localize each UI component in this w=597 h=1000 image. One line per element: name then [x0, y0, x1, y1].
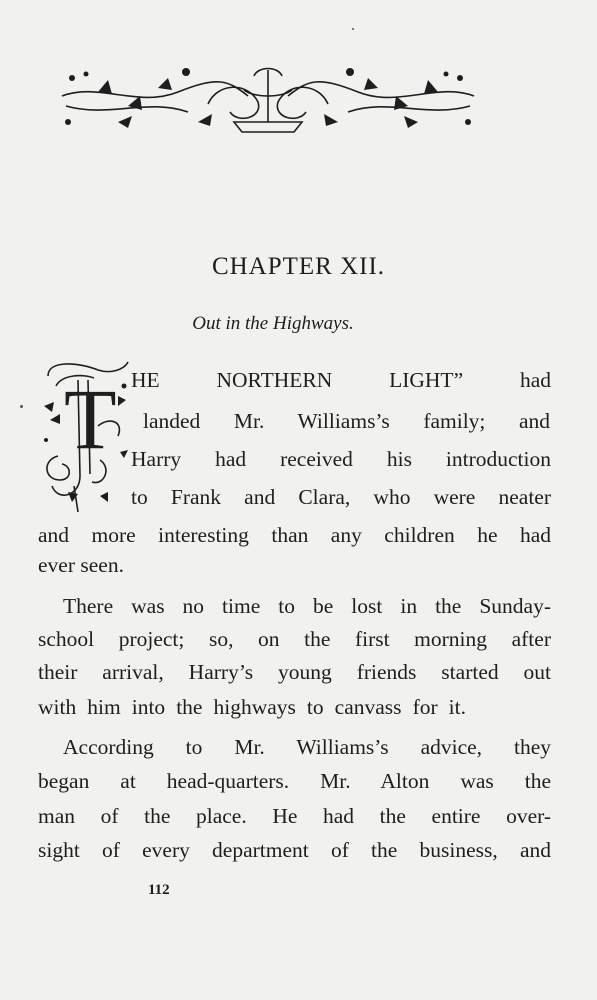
drop-cap-letter: T — [64, 371, 117, 467]
text-line-5: and more interesting than any children he had — [38, 523, 551, 547]
text-line-11: According to Mr. Williams’s advice, they — [63, 735, 551, 759]
text-line-6: ever seen. — [38, 553, 124, 577]
text-line-7: There was no time to be lost in the Sunday- — [63, 594, 551, 618]
page-number: 112 — [148, 882, 170, 898]
floral-scroll-ornament-icon — [58, 62, 478, 136]
text-line-12: began at head-quarters. Mr. Alton was the — [38, 769, 551, 793]
text-line-13: man of the place. He had the entire over- — [38, 804, 551, 828]
text-line-3: Harry had received his introduction — [131, 447, 551, 471]
chapter-title: CHAPTER XII. — [211, 253, 386, 280]
text-line-8: school project; so, on the first morning after — [38, 627, 551, 651]
text-line-9: their arrival, Harry’s young friends started out — [38, 660, 551, 684]
ink-speck — [352, 28, 354, 30]
text-line-10: with him into the highways to canvass for it. — [38, 695, 466, 719]
text-line-1: HE NORTHERN LIGHT” had — [131, 368, 551, 392]
ornamental-initial-icon — [38, 356, 134, 514]
text-line-4: to Frank and Clara, who were neater — [131, 485, 551, 509]
ink-speck — [20, 405, 23, 408]
chapter-subtitle: Out in the Highways. — [192, 313, 354, 334]
text-line-14: sight of every department of the business, and — [38, 838, 551, 862]
text-line-2: landed Mr. Williams’s family; and — [143, 409, 550, 433]
